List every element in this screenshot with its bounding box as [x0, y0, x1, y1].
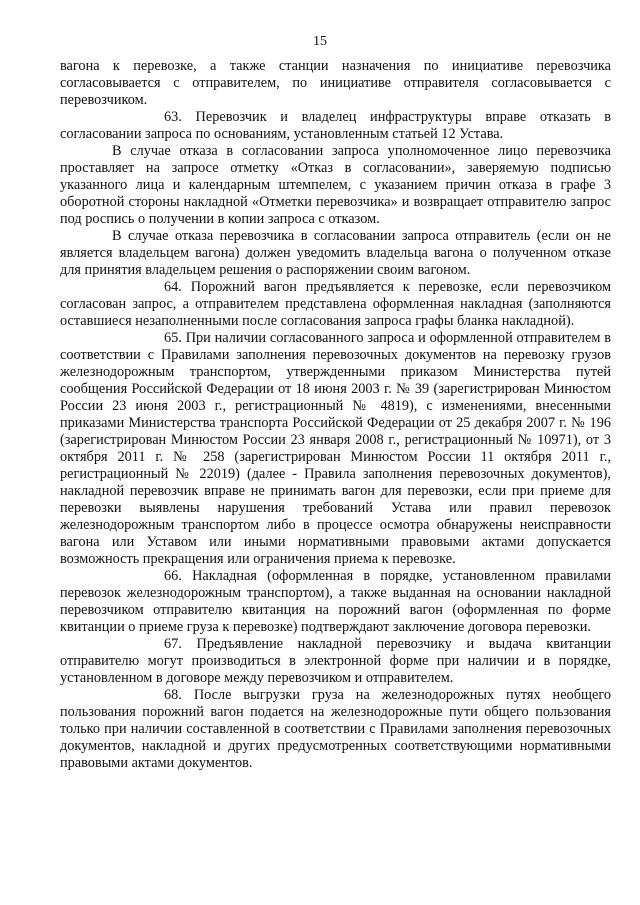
paragraph-67: [60, 636, 611, 687]
paragraph-number: 64.: [164, 279, 182, 295]
paragraph-text: вагона к перевозке, а также станции назначения по инициативе перевозчика согласовывается с отправителем, по инициативе отправителя согласовывается с перевозчиком.: [60, 58, 611, 108]
paragraph-text: В случае отказа в согласовании запроса уполномоченное лицо перевозчика проставляет на запросе отметку «Отказ в согласовании», заверяемую подписью указанного лица и календарным штемпелем, с указанием причин отказа в графе 3 оборотной стороны накладной «Отметки перевозчика» и возвращает отправителю запрос под роспись о получении в копии запроса с отказом.: [60, 143, 611, 227]
paragraph-64: [60, 279, 611, 330]
page-number: 15: [313, 34, 327, 49]
paragraph-number: 63.: [164, 109, 182, 125]
paragraph-text: При наличии согласованного запроса и оформленной отправителем в соответствии с Правилами заполнения перевозочных документов на перевозку грузов железнодорожным транспортом, утвержденными приказом Министерства путей сообщения Российской Федерации от 18 июня 2003 г. № 39 (зарегистрирован Минюстом России 23 июня 2003 г., регистрационный № 4819), с изменениями, внесенными приказами Министерства транспорта Российской Федерации от 25 декабря 2007 г. № 196 (зарегистрирован Минюстом России 23 января 2008 г., регистрационный № 10971), от 3 октября 2011 г. № 258 (зарегистрирован Минюстом России 11 октября 2011 г., регистрационный № 22019) (далее - Правила заполнения перевозочных документов), накладной перевозчик вправе не принимать вагон для перевозки, если при приеме для перевозки выявлены нарушения требований Устава или правил перевозок железнодорожным транспортом либо в процессе осмотра обнаружены неисправности вагона или Уставом или иными нормативными правовыми актами допускается возможность прекращения или ограничения приема к перевозке.: [60, 330, 611, 567]
paragraph-text: Накладная (оформленная в порядке, установленном правилами перевозок железнодорожным транспортом), а также выданная на основании накладной перевозчиком отправителю квитанция на порожний вагон (оформленная по форме квитанции о приеме груза к перевозке) подтверждают заключение договора перевозки.: [60, 568, 612, 635]
paragraph-text: После выгрузки груза на железнодорожных путях необщего пользования порожний вагон подается на железнодорожные пути общего пользования только при наличии составленной в соответствии с Правилами заполнения перевозочных документов, накладной и других предусмотренных соответствующими нормативными правовыми актами документов.: [60, 687, 611, 771]
paragraph-63: [60, 109, 611, 143]
paragraph-continuation: [60, 58, 611, 109]
paragraph-number: 65.: [164, 330, 182, 346]
paragraph-text: Перевозчик и владелец инфраструктуры вправе отказать в согласовании запроса по основаниям, установленным статьей 12 Устава.: [60, 109, 611, 142]
paragraph-text: Порожний вагон предъявляется к перевозке, если перевозчиком согласован запрос, а отправителем представлена оформленная накладная (заполняются оставшиеся незаполненными после согласования запроса графы бланка накладной).: [60, 279, 612, 329]
paragraph-text: Предъявление накладной перевозчику и выдача квитанции отправителю могут производиться в электронной форме при наличии и в порядке, установленном в договоре между перевозчиком и отправителем.: [60, 636, 612, 686]
paragraph-number: 66.: [164, 568, 182, 584]
paragraph-number: 68.: [164, 687, 182, 703]
paragraph-68: [60, 687, 611, 772]
paragraph-text: В случае отказа перевозчика в согласовании запроса отправитель (если он не является владельцем вагона) должен уведомить владельца вагона о полученном отказе для принятия владельцем решения о распоряжении своим вагоном.: [60, 228, 611, 278]
paragraph-63-refusal: [60, 143, 611, 228]
paragraph-number: 67.: [164, 636, 182, 652]
paragraph-65: [60, 330, 611, 568]
paragraph-66: [60, 568, 611, 636]
document-body: [60, 58, 611, 772]
paragraph-63-notify-owner: [60, 228, 611, 279]
